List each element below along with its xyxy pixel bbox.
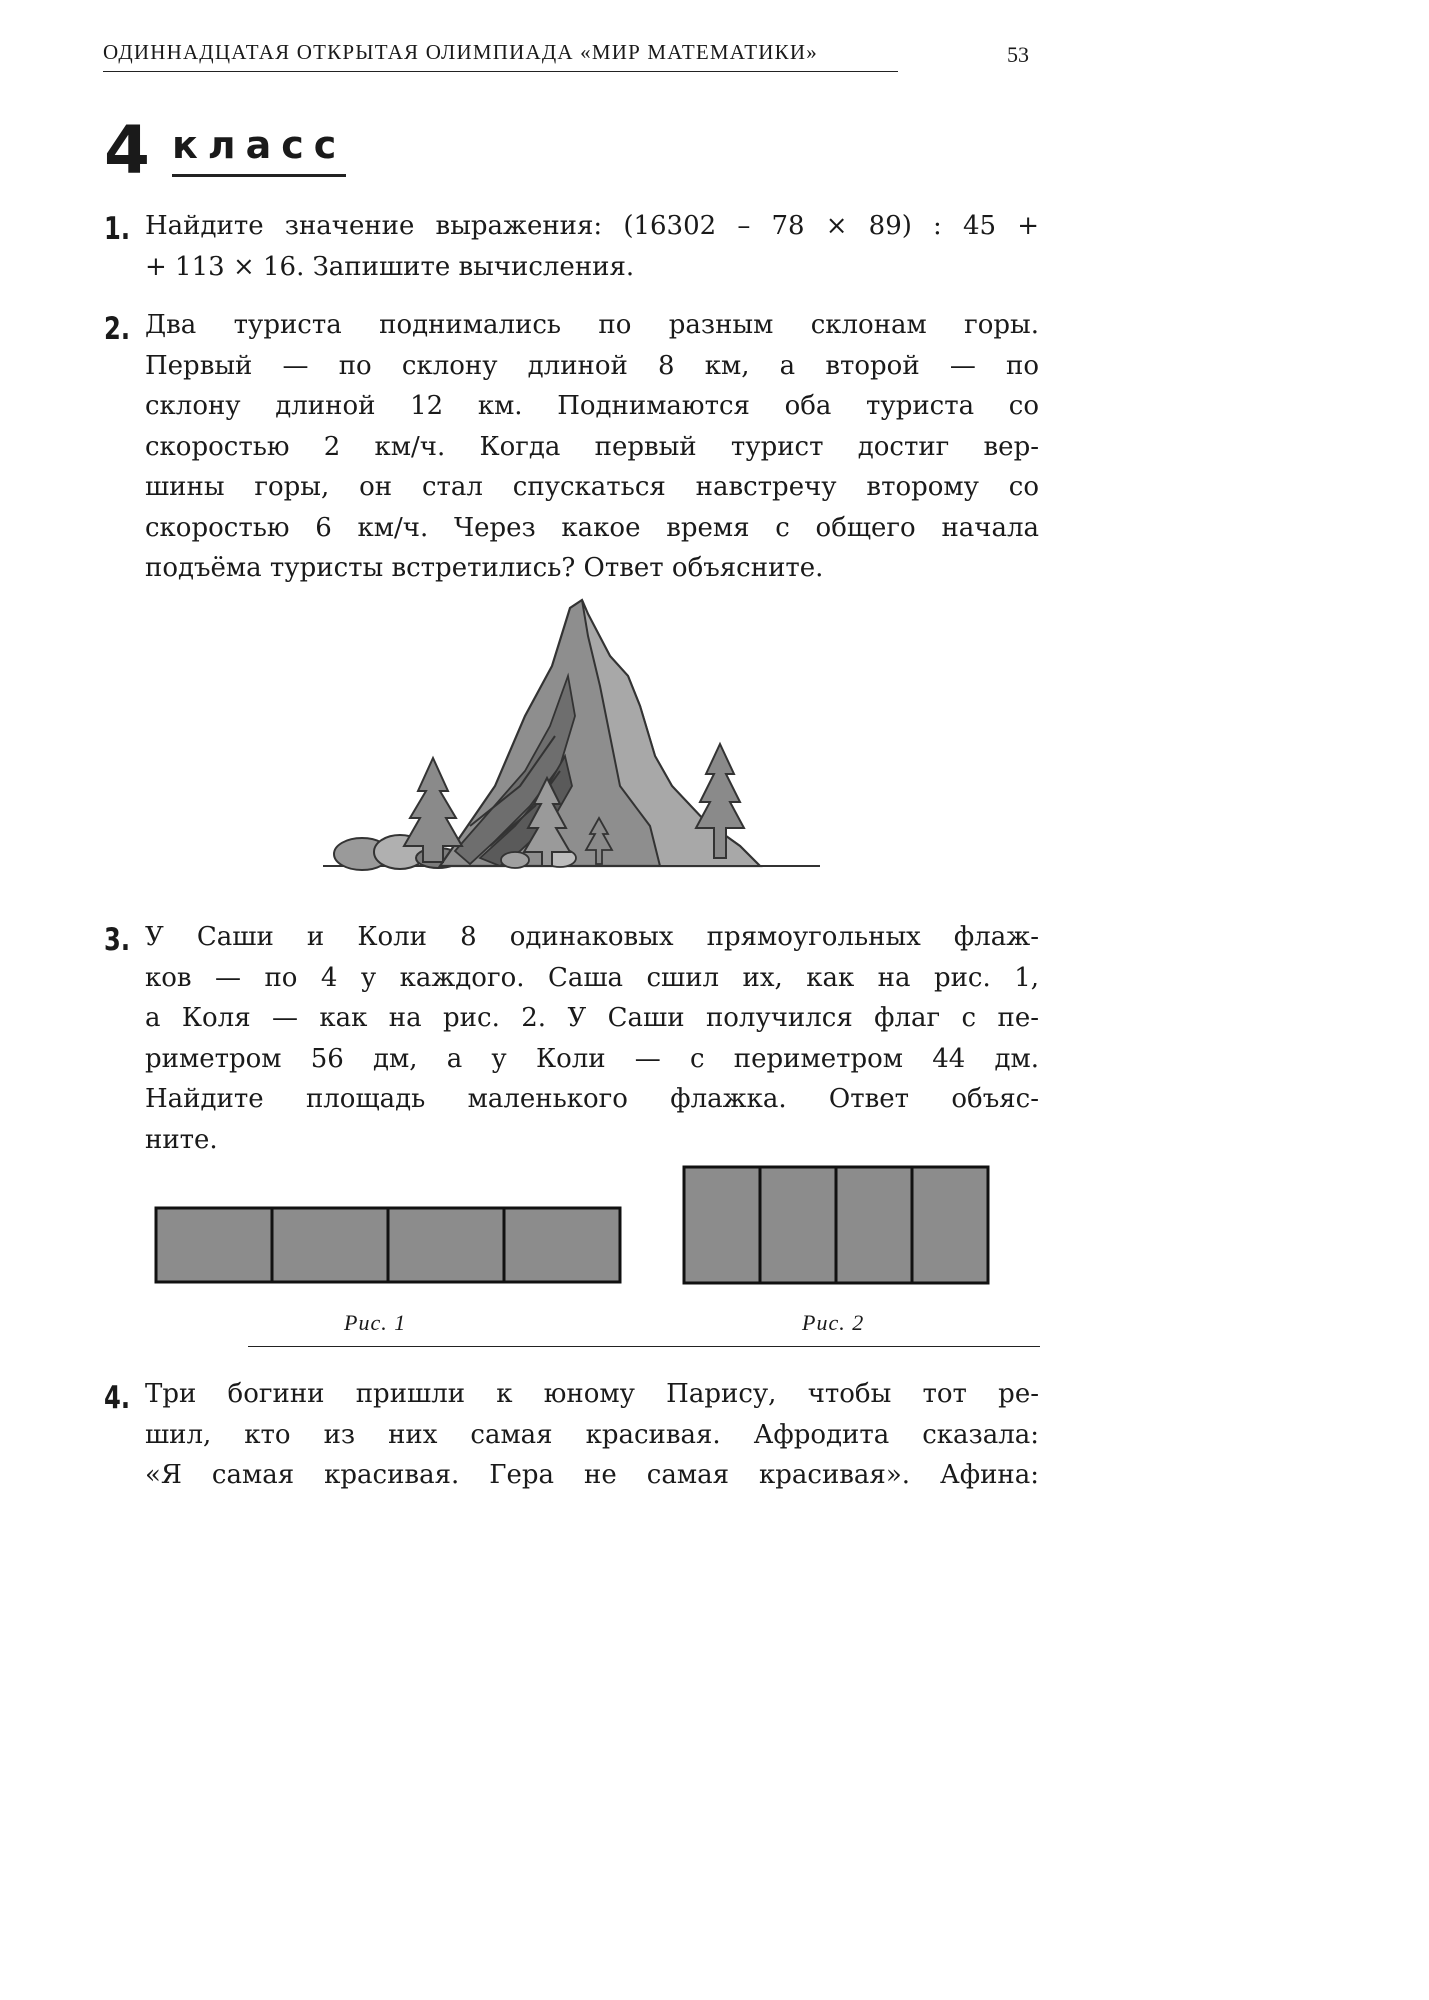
flag-rect <box>760 1167 836 1283</box>
flag-rect <box>836 1167 912 1283</box>
problem-2-line: Два туриста поднимались по разным склонам горы. <box>145 310 1039 340</box>
problem-2-line: Первый — по склону длиной 8 км, а второй — по <box>145 350 1039 381</box>
flag-rect <box>684 1167 760 1283</box>
flag-rect <box>504 1208 620 1282</box>
problem-2-line: скоростью 2 км/ч. Когда первый турист достиг вер- <box>145 431 1039 462</box>
problem-3-line: риметром 56 дм, а у Коли — с периметром 44 дм. <box>145 1043 1039 1074</box>
section-divider <box>248 1346 1040 1347</box>
problem-4-line: Три богини пришли к юному Парису, чтобы тот ре- <box>145 1379 1039 1409</box>
page-number: 53 <box>1007 42 1029 67</box>
problem-3-line: ните. <box>145 1124 218 1155</box>
flag-rect <box>912 1167 988 1283</box>
problem-4-number: 4. <box>104 1380 131 1416</box>
problem-1-line: + 113 × 16. Запишите вычисления. <box>145 251 635 282</box>
figure-1-caption: Рис. 1 <box>344 1310 407 1335</box>
grade-title: класс <box>172 126 346 177</box>
mountain-illustration <box>320 596 825 872</box>
problem-2-line: скоростью 6 км/ч. Через какое время с общего начала <box>145 512 1039 543</box>
problem-3-text <box>145 917 1039 1160</box>
problem-4-line: шил, кто из них самая красивая. Афродита сказала: <box>145 1419 1039 1450</box>
problem-3-line: У Саши и Коли 8 одинаковых прямоугольных флаж- <box>145 922 1039 952</box>
flag-rect <box>272 1208 388 1282</box>
problem-2-line: склону длиной 12 км. Поднимаются оба туриста со <box>145 391 1039 421</box>
problem-2-line: подъёма туристы встретились? Ответ объясните. <box>145 553 824 583</box>
problem-1-text <box>145 206 1039 287</box>
grade-number: 4 <box>104 112 150 189</box>
problem-3-line: а Коля — как на рис. 2. У Саши получился флаг с пе- <box>145 1003 1039 1033</box>
problem-1-line: Найдите значение выражения: (16302 – 78 × 89) : 45 + <box>145 211 1039 241</box>
figure-1-flags <box>154 1206 622 1284</box>
flag-rect <box>388 1208 504 1282</box>
flag-rect <box>156 1208 272 1282</box>
problem-4-line: «Я самая красивая. Гера не самая красивая». Афина: <box>145 1460 1039 1490</box>
running-header: ОДИННАДЦАТАЯ ОТКРЫТАЯ ОЛИМПИАДА «МИР МАТЕМАТИКИ» <box>103 40 898 72</box>
problem-3-number: 3. <box>104 922 131 958</box>
figure-2-caption: Рис. 2 <box>802 1310 865 1335</box>
problem-3-line: ков — по 4 у каждого. Саша сшил их, как на рис. 1, <box>145 962 1039 993</box>
problem-2-number: 2. <box>104 311 131 347</box>
problem-3-line: Найдите площадь маленького флажка. Ответ объяс- <box>145 1084 1039 1114</box>
problem-1-number: 1. <box>104 211 131 247</box>
problem-4-text <box>145 1374 1039 1496</box>
figure-2-flags <box>682 1165 990 1285</box>
problem-2-text <box>145 305 1039 589</box>
problem-2-line: шины горы, он стал спускаться навстречу второму со <box>145 472 1039 502</box>
